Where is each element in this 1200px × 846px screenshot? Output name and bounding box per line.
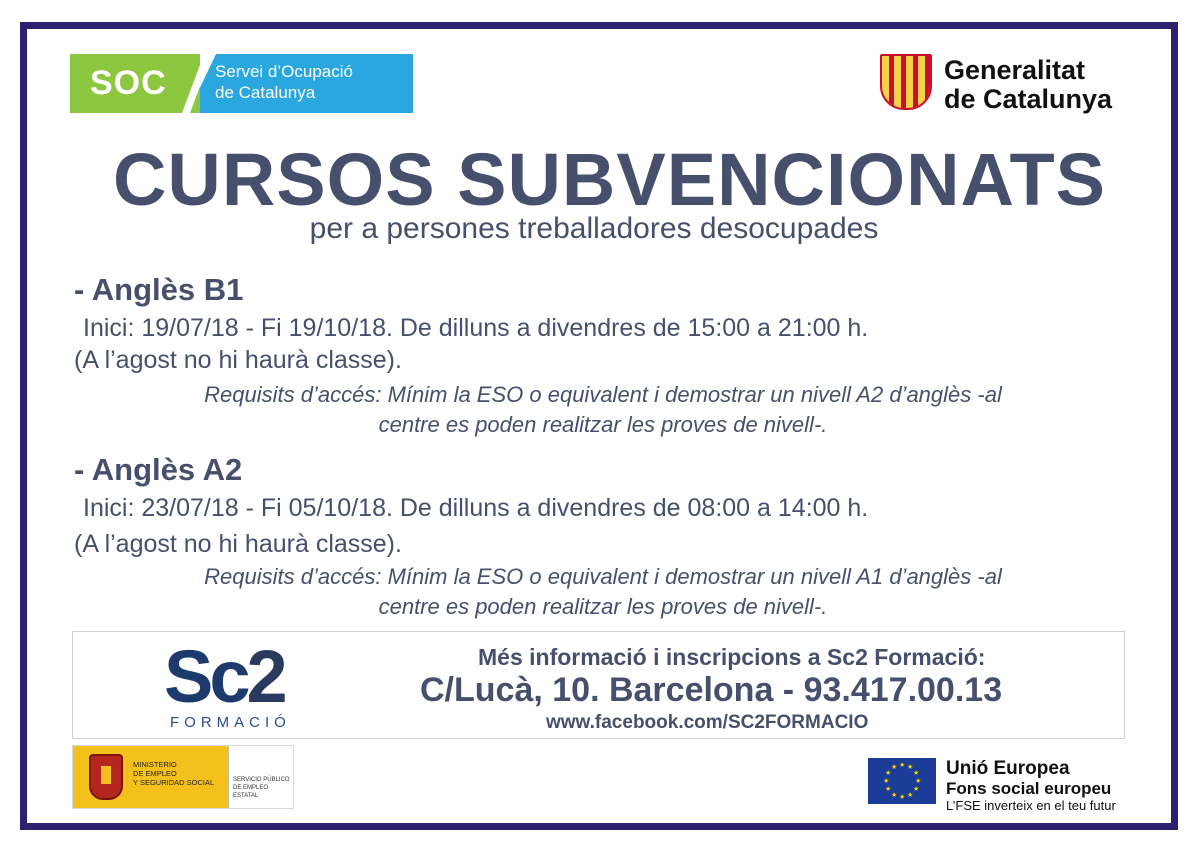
course-req-b1-line2: centre es poden realitzar les proves de nivell-. — [378, 412, 828, 437]
course-req-b1-line1: Requisits d’accés: Mínim la ESO o equivalent i demostrar un nivell A2 d’anglès -al — [204, 382, 1002, 407]
eu-flag-icon: ★ ★ ★ ★ ★ ★ ★ ★ ★ ★ ★ ★ — [868, 758, 936, 804]
soc-logo-abbr: SOC — [70, 54, 200, 113]
sc2-logo-sc: Sc — [164, 635, 247, 718]
ministerio-divider — [228, 746, 229, 808]
eu-tagline: L’FSE inverteix en el teu futur — [946, 798, 1116, 813]
course-requirements-a2 — [0, 562, 1200, 622]
ministerio-logo — [72, 745, 294, 809]
course-note-b1: (A l’agost no hi haurà classe). — [74, 346, 402, 374]
soc-logo — [70, 54, 413, 113]
soc-line1: Servei d’Ocupació — [215, 62, 353, 81]
ministerio-line2: DE EMPLEO — [133, 769, 177, 778]
course-req-a2-line1: Requisits d’accés: Mínim la ESO o equivalent i demostrar un nivell A1 d’anglès -al — [204, 564, 1002, 589]
sepe-line2: DE EMPLEO ESTATAL — [233, 785, 269, 799]
facebook-link[interactable]: www.facebook.com/SC2FORMACIO — [546, 712, 869, 733]
ministerio-line3: Y SEGURIDAD SOCIAL — [133, 778, 215, 787]
info-address-phone: C/Lucà, 10. Barcelona - 93.417.00.13 — [420, 671, 1003, 709]
spain-coat-of-arms-icon — [89, 754, 123, 800]
course-dates-a2: Inici: 23/07/18 - Fi 05/10/18. De dilluns a divendres de 08:00 a 14:00 h. — [83, 494, 869, 522]
sc2-logo-subtitle: FORMACIÓ — [170, 714, 291, 731]
generalitat-shield-icon — [880, 54, 932, 110]
sepe-text — [233, 776, 293, 800]
eu-line2: Fons social europeu — [946, 779, 1112, 798]
sc2-logo — [164, 635, 284, 718]
page-subtitle: per a persones treballadores desocupades — [309, 212, 879, 245]
course-req-a2-line2: centre es poden realitzar les proves de nivell-. — [378, 594, 828, 619]
course-title-a2: - Anglès A2 — [74, 452, 243, 487]
sepe-line1: SERVICIO PÚBLICO — [233, 777, 290, 783]
generalitat-logo-text — [944, 56, 1112, 114]
sc2-logo-two: 2 — [246, 635, 284, 718]
ministerio-text — [133, 760, 214, 787]
generalitat-line2: de Catalunya — [944, 84, 1113, 114]
generalitat-line1: Generalitat — [944, 55, 1086, 85]
soc-logo-text — [215, 61, 353, 103]
page-title: CURSOS SUBVENCIONATS — [112, 138, 1107, 221]
soc-line2: de Catalunya — [215, 83, 316, 102]
info-heading: Més informació i inscripcions a Sc2 Formació: — [478, 644, 986, 670]
course-note-a2: (A l’agost no hi haurà classe). — [74, 530, 402, 558]
eu-line1: Unió Europea — [946, 758, 1070, 779]
course-requirements-b1 — [0, 380, 1200, 440]
course-dates-b1: Inici: 19/07/18 - Fi 19/10/18. De dilluns a divendres de 15:00 a 21:00 h. — [83, 314, 869, 342]
ministerio-line1: MINISTERIO — [133, 760, 177, 769]
course-title-b1: - Anglès B1 — [74, 272, 244, 307]
